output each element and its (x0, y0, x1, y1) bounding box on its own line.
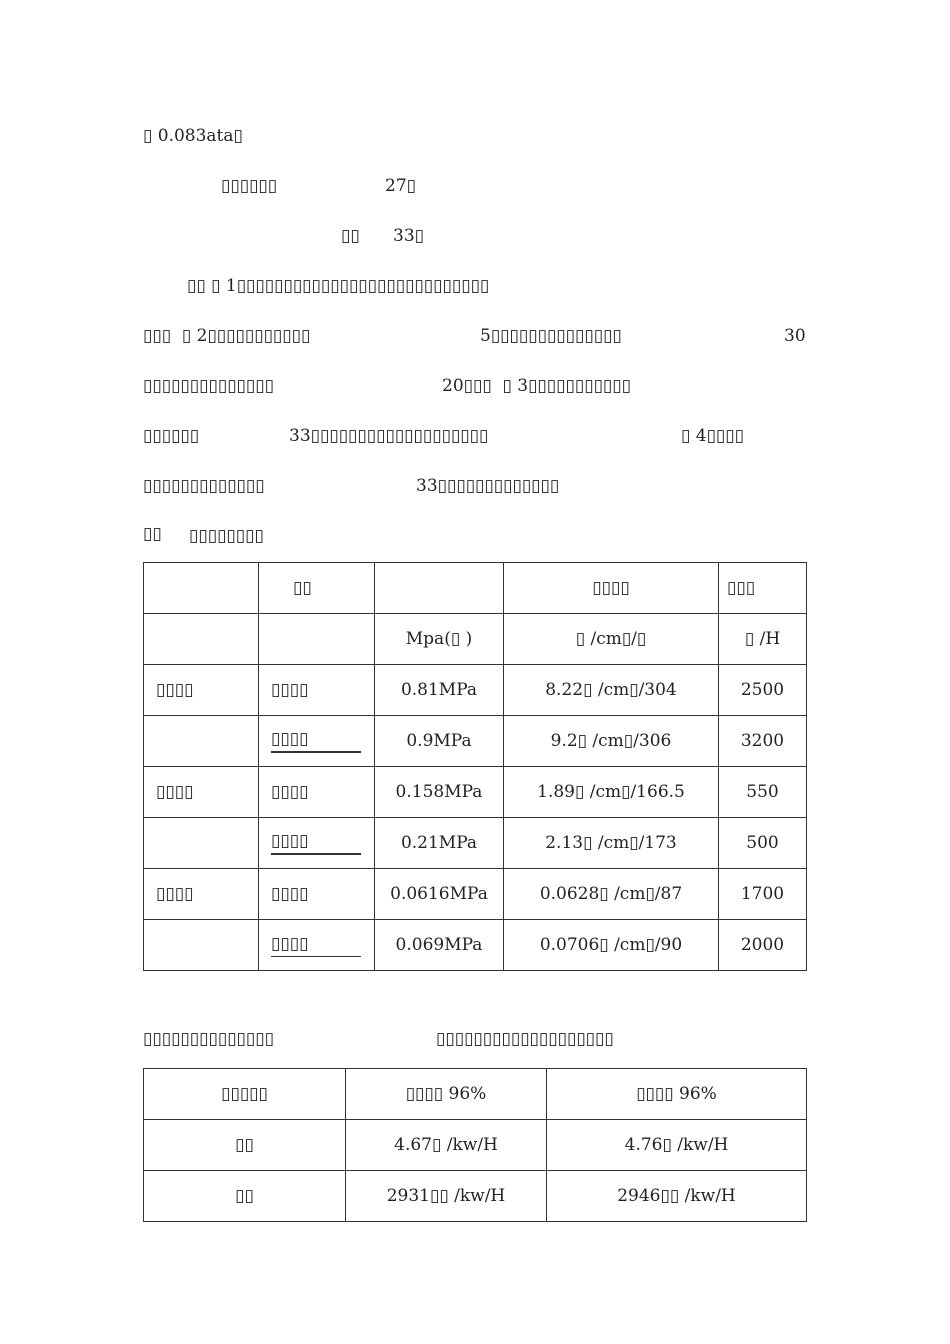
table-cell: 0.21MPa (375, 818, 504, 869)
text-line-2b: 27▯ (385, 176, 416, 196)
table-cell: 2931▯▯ /kw/H (346, 1171, 547, 1222)
heat-consumption-table (143, 1068, 807, 1222)
table-cell (259, 716, 375, 767)
text-line-5a: ▯▯▯ ▯ 2▯▯▯▯▯▯▯▯▯▯▯ (143, 326, 311, 346)
table-cell: 2946▯▯ /kw/H (547, 1171, 807, 1222)
text-line-6b: 20▯▯▯ ▯ 3▯▯▯▯▯▯▯▯▯▯▯ (442, 376, 631, 396)
table-cell: 1700 (719, 869, 807, 920)
table-header-cell (259, 614, 375, 665)
table-cell: 1.89▯ /cm▯/166.5 (504, 767, 719, 818)
text-line-7c: ▯ 4▯▯▯▯ (681, 426, 744, 446)
table-cell: 0.9MPa (375, 716, 504, 767)
text-line-5c: 30 (784, 326, 806, 346)
underlined-label: ▯▯▯▯ (271, 934, 361, 957)
table2-caption-a: ▯▯▯▯▯▯▯▯▯▯▯▯▯▯ (143, 1029, 274, 1049)
table-cell (259, 920, 375, 971)
table-cell: 0.81MPa (375, 665, 504, 716)
table-cell: 0.158MPa (375, 767, 504, 818)
table1-caption-b: ▯▯▯▯▯▯▯▯ (189, 526, 264, 546)
text-line-2a: ▯▯▯▯▯▯ (221, 176, 278, 196)
text-line-5b: 5▯▯▯▯▯▯▯▯▯▯▯▯▯▯ (480, 326, 622, 346)
table-header-cell: ▯▯▯▯▯ (144, 1069, 346, 1120)
text-line-4: ▯▯ ▯ 1▯▯▯▯▯▯▯▯▯▯▯▯▯▯▯▯▯▯▯▯▯▯▯▯▯▯▯ (187, 276, 490, 296)
table2-header-row (144, 1069, 807, 1120)
text-line-1: ▯ 0.083ata▯ (143, 126, 243, 146)
table-header-cell: ▯ /cm▯/▯ (504, 614, 719, 665)
table-header-cell: ▯▯▯▯ 96% (547, 1069, 807, 1120)
table-row (144, 1171, 807, 1222)
table-cell: ▯▯ (144, 1120, 346, 1171)
table-row (144, 665, 807, 716)
table-header-cell (375, 563, 504, 614)
text-line-8b: 33▯▯▯▯▯▯▯▯▯▯▯▯▯ (416, 476, 560, 496)
table-cell (259, 818, 375, 869)
table2-caption-b: ▯▯▯▯▯▯▯▯▯▯▯▯▯▯▯▯▯▯▯ (436, 1029, 614, 1049)
table-cell: ▯▯▯▯ (144, 665, 259, 716)
table-cell: 8.22▯ /cm▯/304 (504, 665, 719, 716)
table-cell: ▯▯ (144, 1171, 346, 1222)
table-cell: ▯▯▯▯ (259, 869, 375, 920)
table-cell: ▯▯▯▯ (259, 665, 375, 716)
table-cell: 4.76▯ /kw/H (547, 1120, 807, 1171)
table-cell: 3200 (719, 716, 807, 767)
table1-header-row-1 (144, 563, 807, 614)
underlined-label: ▯▯▯▯ (271, 831, 361, 855)
text-line-3b: 33▯ (393, 226, 424, 246)
table-header-cell: ▯▯▯▯ 96% (346, 1069, 547, 1120)
table-cell: 0.0706▯ /cm▯/90 (504, 920, 719, 971)
table-row (144, 920, 807, 971)
table-cell: 0.0616MPa (375, 869, 504, 920)
steam-parameter-table (143, 562, 807, 971)
table-cell: 2.13▯ /cm▯/173 (504, 818, 719, 869)
table-header-cell: ▯ /H (719, 614, 807, 665)
table-cell: 9.2▯ /cm▯/306 (504, 716, 719, 767)
table-cell: 0.0628▯ /cm▯/87 (504, 869, 719, 920)
text-line-7b: 33▯▯▯▯▯▯▯▯▯▯▯▯▯▯▯▯▯▯▯ (289, 426, 489, 446)
text-line-3a: ▯▯ (341, 226, 360, 246)
table-cell: 2000 (719, 920, 807, 971)
table-cell (144, 920, 259, 971)
text-line-6a: ▯▯▯▯▯▯▯▯▯▯▯▯▯▯ (143, 376, 274, 396)
table-cell: 4.67▯ /kw/H (346, 1120, 547, 1171)
table-row (144, 716, 807, 767)
table1-caption-a: ▯▯ (143, 524, 162, 544)
table-row (144, 767, 807, 818)
table1-header-row-2 (144, 614, 807, 665)
table-cell: ▯▯▯▯ (259, 767, 375, 818)
table-cell: 550 (719, 767, 807, 818)
table-header-cell: Mpa(▯ ) (375, 614, 504, 665)
table-cell: 500 (719, 818, 807, 869)
table-cell (144, 716, 259, 767)
table-header-cell: ▯▯▯▯ (504, 563, 719, 614)
table-cell: ▯▯▯▯ (144, 767, 259, 818)
table-row (144, 869, 807, 920)
table-row (144, 818, 807, 869)
underlined-label: ▯▯▯▯ (271, 729, 361, 753)
table-header-cell (144, 563, 259, 614)
text-line-8a: ▯▯▯▯▯▯▯▯▯▯▯▯▯ (143, 476, 265, 496)
table-cell: 0.069MPa (375, 920, 504, 971)
table-cell: ▯▯▯▯ (144, 869, 259, 920)
table-header-cell: ▯▯ (259, 563, 375, 614)
text-line-7a: ▯▯▯▯▯▯ (143, 426, 200, 446)
table-header-cell (144, 614, 259, 665)
table-cell (144, 818, 259, 869)
table-cell: 2500 (719, 665, 807, 716)
table-row (144, 1120, 807, 1171)
table-header-cell: ▯▯▯ (719, 563, 807, 614)
